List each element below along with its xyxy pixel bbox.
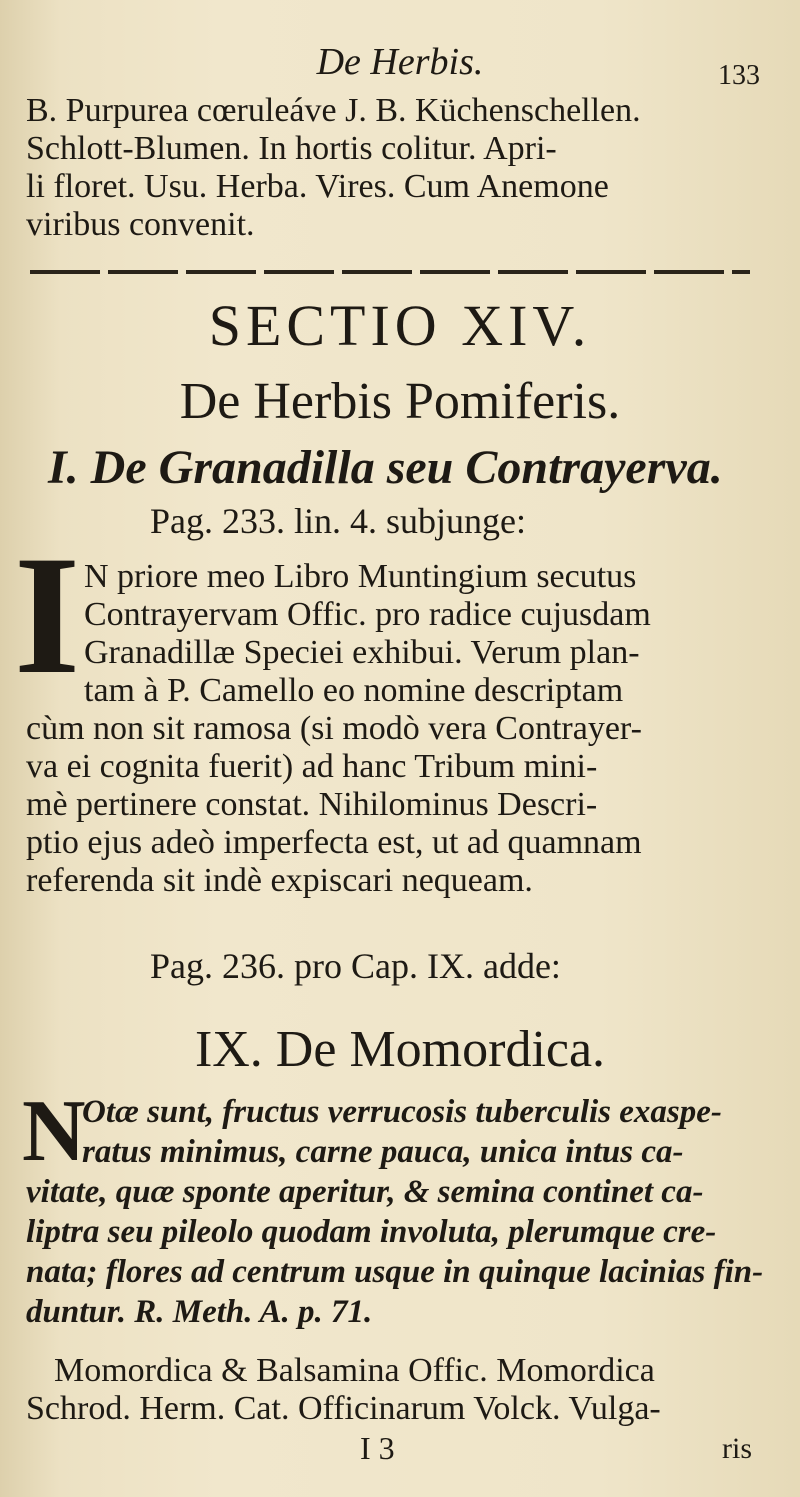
text-line: Schrod. Herm. Cat. Officinarum Volck. Vulga- — [26, 1390, 661, 1427]
signature-mark: I 3 — [360, 1430, 395, 1466]
text-line: va ei cognita fuerit) ad hanc Tribum mini- — [26, 748, 598, 785]
text-line: Momordica & Balsamina Offic. Momordica — [54, 1352, 655, 1389]
text-line: Schlott-Blumen. In hortis colitur. Apri- — [26, 130, 557, 167]
paragraph-granadilla — [26, 558, 776, 900]
drop-cap: I — [14, 521, 81, 709]
page-number: 133 — [718, 60, 760, 91]
section-number: SECTIO XIV. — [208, 293, 592, 358]
reference-note: Pag. 236. pro Cap. IX. adde: — [150, 946, 561, 986]
drop-cap: N — [22, 1083, 86, 1180]
running-title: De Herbis. — [316, 41, 484, 83]
text-line: ratus minimus, carne pauca, unica intus ca- — [82, 1134, 684, 1170]
section-title: De Herbis Pomiferis. — [179, 373, 621, 430]
text-line: Otæ sunt, fructus verrucosis tuberculis exaspe- — [82, 1094, 722, 1130]
text-line: liptra seu pileolo quodam involuta, plerumque cre- — [26, 1214, 717, 1250]
text-line: viribus convenit. — [26, 206, 255, 243]
reference-note: Pag. 233. lin. 4. subjunge: — [150, 501, 526, 541]
paragraph-names — [26, 1352, 776, 1428]
text-line: cùm non sit ramosa (si modò vera Contrayer- — [26, 710, 642, 747]
text-line: tam à P. Camello eo nomine descriptam — [84, 672, 624, 709]
text-line: B. Purpurea cœruleáve J. B. Küchenschellen. — [26, 92, 641, 129]
entry-top — [26, 92, 776, 244]
text-line: vitate, quæ sponte aperitur, & semina continet ca- — [26, 1174, 704, 1210]
section-divider — [30, 270, 750, 274]
text-line: Contrayervam Offic. pro radice cujusdam — [84, 596, 651, 633]
paragraph-momordica — [26, 1092, 776, 1332]
text-line: nata; flores ad centrum usque in quinque lacinias fin- — [26, 1254, 764, 1290]
text-line: li floret. Usu. Herba. Vires. Cum Anemone — [26, 168, 609, 205]
text-line: referenda sit indè expiscari nequeam. — [26, 862, 533, 899]
text-line: Granadillæ Speciei exhibui. Verum plan- — [84, 634, 640, 671]
text-line: ptio ejus adeò imperfecta est, ut ad quamnam — [26, 824, 642, 861]
text-line: N priore meo Libro Muntingium secutus — [84, 558, 637, 595]
chapter-heading: I. De Granadilla seu Contrayerva. — [48, 441, 723, 494]
text-line: duntur. R. Meth. A. p. 71. — [26, 1294, 373, 1330]
catchword: ris — [722, 1432, 752, 1465]
chapter-heading: IX. De Momordica. — [194, 1021, 606, 1078]
text-line: mè pertinere constat. Nihilominus Descri- — [26, 786, 598, 823]
